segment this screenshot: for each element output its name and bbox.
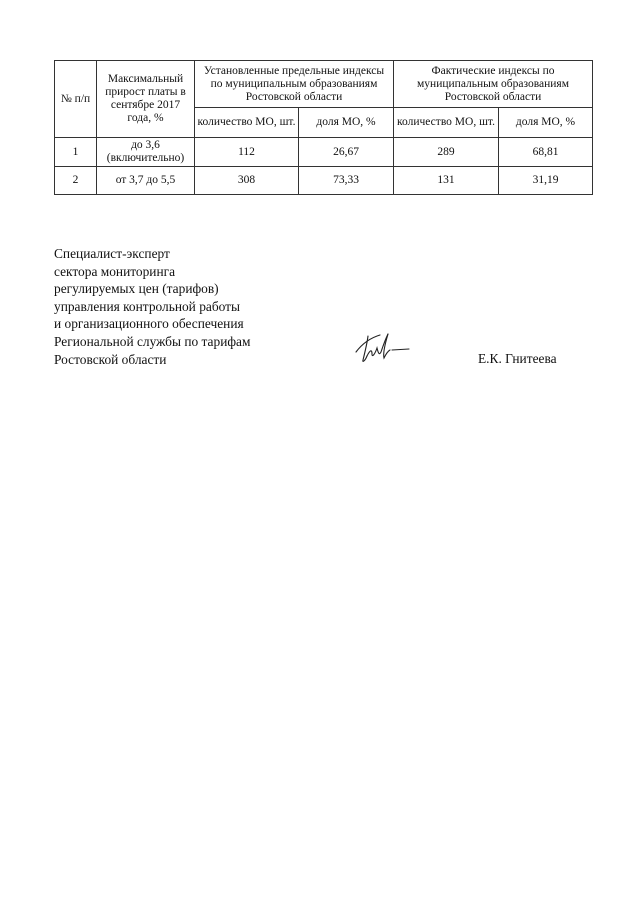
indices-table — [54, 60, 593, 195]
cell-actual-share: 31,19 — [499, 167, 593, 195]
cell-actual-share: 68,81 — [499, 138, 593, 167]
position-line: Ростовской области — [54, 351, 167, 367]
header-established-indices: Установленные предельные индексы по муниципальным образованиям Ростовской области — [195, 61, 394, 108]
header-num: № п/п — [55, 61, 97, 138]
cell-range: от 3,7 до 5,5 — [97, 167, 195, 195]
header-actual-share: доля МО, % — [499, 108, 593, 138]
position-line: Региональной службы по тарифам — [54, 333, 251, 349]
cell-established-count: 112 — [195, 138, 299, 167]
cell-established-share: 73,33 — [299, 167, 394, 195]
signatory-position — [54, 245, 250, 368]
position-line: и организационного обеспечения — [54, 316, 244, 332]
cell-established-share: 26,67 — [299, 138, 394, 167]
header-actual-count: количество МО, шт. — [394, 108, 499, 138]
header-max-growth: Максимальный прирост платы в сентябре 2017 года, % — [97, 61, 195, 138]
header-established-count: количество МО, шт. — [195, 108, 299, 138]
handwritten-signature — [352, 328, 412, 368]
position-line: сектора мониторинга — [54, 263, 176, 279]
cell-established-count: 308 — [195, 167, 299, 195]
header-established-share: доля МО, % — [299, 108, 394, 138]
table-row — [55, 167, 593, 195]
table-row — [55, 138, 593, 167]
cell-actual-count: 131 — [394, 167, 499, 195]
position-line: регулируемых цен (тарифов) — [54, 281, 219, 297]
position-line: Специалист-эксперт — [54, 246, 170, 261]
signer-name: Е.К. Гнитеева — [478, 351, 557, 366]
cell-actual-count: 289 — [394, 138, 499, 167]
cell-num: 2 — [55, 167, 97, 195]
position-line: управления контрольной работы — [54, 298, 241, 314]
cell-num: 1 — [55, 138, 97, 167]
header-actual-indices: Фактические индексы по муниципальным образованиям Ростовской области — [394, 61, 593, 108]
cell-range: до 3,6 (включительно) — [97, 138, 195, 167]
